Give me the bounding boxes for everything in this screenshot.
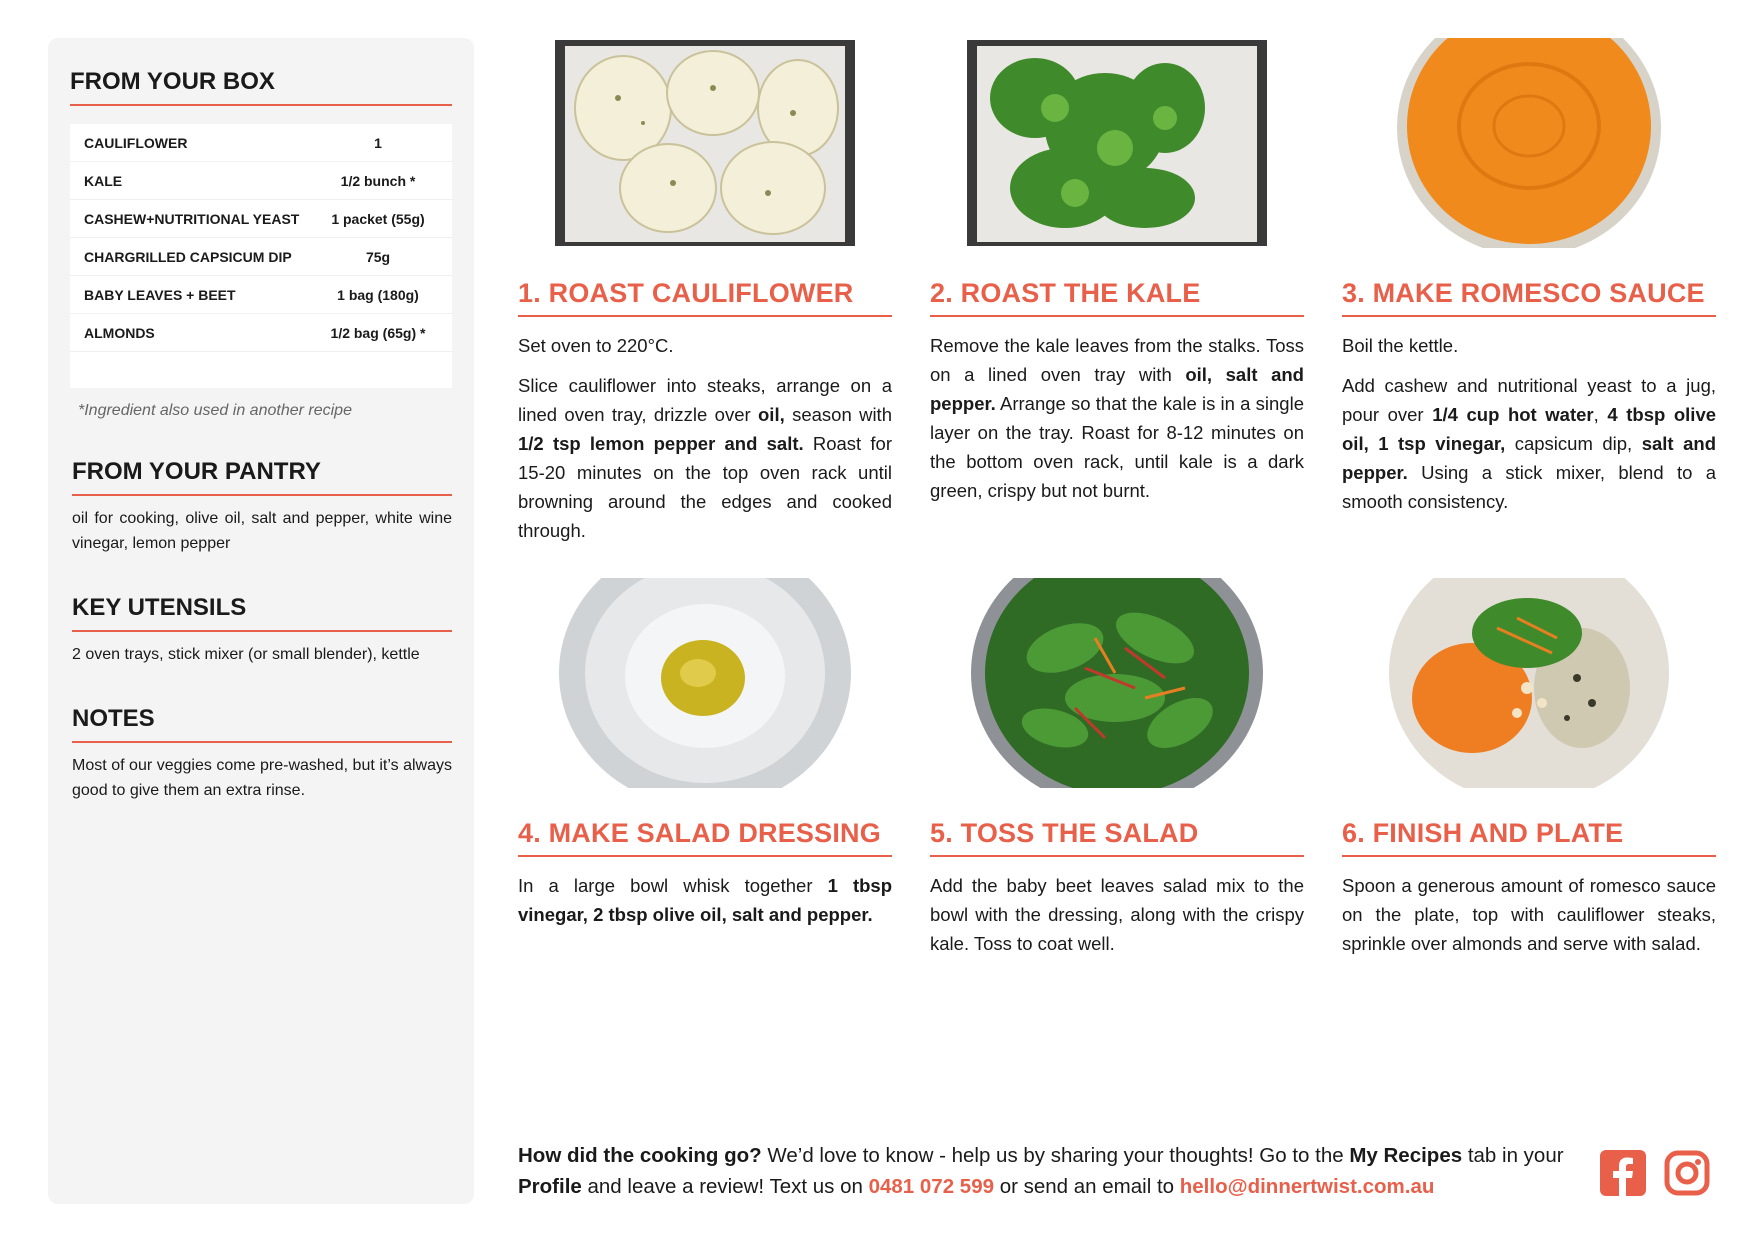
ingredient-name: CASHEW+NUTRITIONAL YEAST (84, 210, 300, 227)
step-3-text (1342, 371, 1716, 516)
pantry-section (70, 458, 452, 556)
step-text: Arrange so that the kale is in a single layer on the tray. Roast for 8-12 minutes on the bottom oven rack, until kale is a dark green, crispy but not burnt. (930, 393, 1304, 501)
step-1-title: 1. ROAST CAULIFLOWER (518, 278, 892, 317)
step-bold: 4 tbsp olive oil, 1 tsp vinegar, (1342, 404, 1717, 454)
instagram-icon[interactable] (1664, 1150, 1710, 1201)
step-3 (1342, 38, 1716, 527)
step-text: Add the baby beet leaves salad mix to the bowl with the dressing, along with the crispy kale. Toss to coat well. (930, 875, 1304, 954)
step-text: Remove the kale leaves from the stalks. Toss on a lined oven tray with (930, 335, 1304, 385)
step-text: Roast for 15-20 minutes on the top oven rack until browning around the edges and cooked through. (518, 433, 892, 541)
ingredient-name: BABY LEAVES + BEET (84, 286, 236, 303)
step-text: Using a stick mixer, blend to a smooth consistency. (1342, 462, 1716, 512)
profile-label: Profile (518, 1175, 582, 1198)
step-5-body (930, 871, 1304, 958)
ingredient-qty: 1 (374, 134, 382, 151)
ingredient-name: CHARGRILLED CAPSICUM DIP (84, 248, 292, 265)
utensils-section (70, 594, 452, 667)
footer-text: We’d love to know - help us by sharing your thoughts! Go to the (761, 1144, 1350, 1167)
step-text: In a large bowl whisk together (518, 875, 828, 896)
step-5 (930, 578, 1304, 969)
step-text: Add cashew and nutritional yeast to a jug, pour over (1342, 375, 1716, 425)
facebook-icon[interactable] (1600, 1150, 1646, 1201)
step-1-text (518, 371, 892, 545)
ingredient-footnote: *Ingredient also used in another recipe (78, 402, 352, 419)
step-text: Slice cauliflower into steaks, arrange on a lined oven tray, drizzle over (518, 375, 892, 425)
step-text: Set oven to 220°C. (518, 335, 674, 356)
step-6-photo (1342, 578, 1716, 788)
step-2-body (930, 331, 1304, 505)
ingredient-qty: 1/2 bunch * (340, 172, 416, 189)
table-row (70, 238, 452, 276)
step-text: Spoon a generous amount of romesco sauce on the plate, top with cauliflower steaks, sprinkle over almonds and serve with salad. (1342, 875, 1716, 954)
table-row (70, 162, 452, 200)
step-2-photo (930, 38, 1304, 248)
phone-link[interactable]: 0481 072 599 (868, 1175, 994, 1198)
step-4-text (518, 871, 892, 929)
table-row (70, 200, 452, 238)
step-text: , (1593, 404, 1608, 425)
step-text: capsicum dip, (1505, 433, 1642, 454)
step-1-text (518, 331, 892, 360)
step-4 (518, 578, 892, 940)
step-6-title: 6. FINISH AND PLATE (1342, 818, 1716, 857)
notes-title: NOTES (72, 705, 452, 743)
ingredient-qty: 75g (365, 248, 391, 265)
step-bold: oil, salt and pepper. (930, 364, 1304, 414)
table-row (70, 314, 452, 352)
step-bold: 1 tbsp vinegar, 2 tbsp olive oil, salt and pepper. (518, 875, 893, 925)
step-text: Boil the kettle. (1342, 335, 1459, 356)
step-6-text (1342, 871, 1716, 958)
step-5-text (930, 871, 1304, 958)
ingredient-name: KALE (84, 172, 123, 189)
step-bold: 1/2 tsp lemon pepper and salt. (518, 433, 804, 454)
step-3-title: 3. MAKE ROMESCO SAUCE (1342, 278, 1716, 317)
ingredient-qty: 1/2 bag (65g) * (330, 324, 426, 341)
step-5-title: 5. TOSS THE SALAD (930, 818, 1304, 857)
table-row (70, 124, 452, 162)
footer-text: and leave a review! Text us on (581, 1175, 869, 1198)
email-link[interactable]: hello@dinnertwist.com.au (1179, 1175, 1435, 1198)
step-3-photo (1342, 38, 1716, 248)
footer-text: or send an email to (994, 1175, 1180, 1198)
step-4-photo (518, 578, 892, 788)
step-1 (518, 38, 892, 556)
ingredient-name: CAULIFLOWER (84, 134, 188, 151)
my-recipes-label: My Recipes (1349, 1144, 1463, 1167)
step-6 (1342, 578, 1716, 969)
ingredient-qty: 1 packet (55g) (331, 210, 425, 227)
step-4-body (518, 871, 892, 929)
utensils-body: 2 oven trays, stick mixer (or small blender), kettle (72, 646, 420, 663)
from-your-box-title: FROM YOUR BOX (70, 68, 452, 106)
step-3-text (1342, 331, 1716, 360)
step-2-title: 2. ROAST THE KALE (930, 278, 1304, 317)
utensils-title: KEY UTENSILS (72, 594, 452, 632)
step-6-body (1342, 871, 1716, 958)
step-3-body (1342, 331, 1716, 516)
social-links (1600, 1150, 1710, 1201)
step-bold: oil, (758, 404, 785, 425)
step-text: season with (784, 404, 892, 425)
step-2-text (930, 331, 1304, 505)
sidebar (48, 38, 474, 1204)
step-1-body (518, 331, 892, 545)
step-bold: salt and pepper. (1342, 433, 1716, 483)
ingredient-qty: 1 bag (180g) (337, 286, 419, 303)
notes-body: Most of our veggies come pre-washed, but it’s always good to give them an extra rinse. (72, 757, 452, 799)
step-4-title: 4. MAKE SALAD DRESSING (518, 818, 892, 857)
step-5-photo (930, 578, 1304, 788)
footer-text: tab in your (1462, 1144, 1564, 1167)
pantry-body: oil for cooking, olive oil, salt and pepper, white wine vinegar, lemon pepper (72, 510, 452, 552)
notes-section (70, 705, 452, 803)
feedback-footer (518, 1140, 1578, 1202)
step-1-photo (518, 38, 892, 248)
footer-question: How did the cooking go? (518, 1144, 762, 1167)
ingredient-name: ALMONDS (84, 324, 155, 341)
pantry-title: FROM YOUR PANTRY (72, 458, 452, 496)
table-row (70, 276, 452, 314)
ingredients-table (70, 124, 452, 388)
step-bold: 1/4 cup hot water (1432, 404, 1594, 425)
step-2 (930, 38, 1304, 516)
